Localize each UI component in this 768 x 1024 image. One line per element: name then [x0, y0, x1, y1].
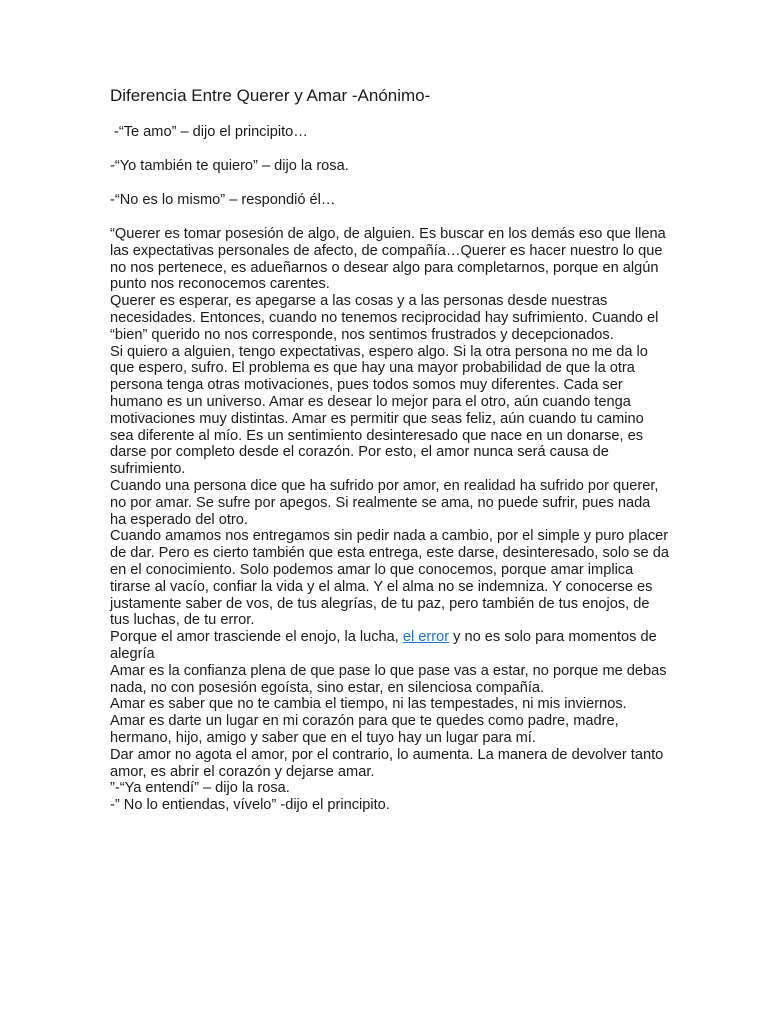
- closing-line-1: ”-“Ya entendí” – dijo la rosa.: [110, 780, 290, 797]
- el-error-link[interactable]: el error: [402, 629, 450, 646]
- closing-line-2: -” No lo entiendas, vívelo” -dijo el principito.: [110, 797, 390, 814]
- paragraph-9: Dar amor no agota el amor, por el contrario, lo aumenta. La manera de devolver tanto amor, es abrir el corazón y dejarse amar.: [110, 746, 664, 780]
- dialogue-line-1: -“Te amo” – dijo el principito…: [114, 124, 308, 140]
- document-page: [110, 85, 670, 814]
- link-text-after: y no es solo para momentos de alegría: [110, 629, 657, 662]
- paragraph-4: Cuando una persona dice que ha sufrido por amor, en realidad ha sufrido por querer, no por amar. Se sufre por apegos. Si realmente se ama, no puede sufrir, pues nada ha esperado del otro.: [110, 477, 659, 528]
- link-text-before: Porque el amor trasciende el enojo, la lucha,: [110, 629, 403, 646]
- paragraph-6: Amar es la confianza plena de que pase lo que pase vas a estar, no porque me debas nada, no con posesión egoísta, sino estar, en silenciosa compañía.: [110, 662, 667, 696]
- body-text: [110, 226, 670, 814]
- paragraph-2: Querer es esperar, es apegarse a las cosas y a las personas desde nuestras necesidades. Entonces, cuando no tenemos reciprocidad hay sufrimiento. Cuando el “bien” querido no nos corresponde, nos sentimos frustrados y decepcionados.: [110, 293, 659, 343]
- paragraph-5: Cuando amamos nos entregamos sin pedir nada a cambio, por el simple y puro placer de dar. Pero es cierto también que esta entrega, este darse, desinteresado, solo se da en el conocimiento. Solo podemos amar lo que conocemos, porque amar implica tirarse al vacío, confiar la vida y el alma. Y el alma no se indemniza. Y conocerse es justamente saber de vos, de tus alegrías, de tu paz, pero también de tus enojos, de tus luchas, de tu error.: [110, 528, 669, 629]
- paragraph-8: Amar es darte un lugar en mi corazón para que te quedes como padre, madre, hermano, hijo, amigo y saber que en el tuyo hay un lugar para mí.: [110, 713, 619, 746]
- paragraph-7: Amar es saber que no te cambia el tiempo, ni las tempestades, ni mis inviernos.: [110, 696, 627, 713]
- dialogue-line-3: -“No es lo mismo” – respondió él…: [110, 192, 336, 208]
- paragraph-1: “Querer es tomar posesión de algo, de alguien. Es buscar en los demás eso que llena las expectativas personales de afecto, de compañía…Querer es hacer nuestro lo que no nos pertenece, es adueñarnos o desear algo para completarnos, porque en algún punto nos reconocemos carentes.: [110, 226, 666, 293]
- document-title: Diferencia Entre Querer y Amar -Anónimo-: [110, 86, 431, 105]
- dialogue-line-2: -“Yo también te quiero” – dijo la rosa.: [110, 158, 349, 174]
- paragraph-3: Si quiero a alguien, tengo expectativas, espero algo. Si la otra persona no me da lo que espero, sufro. El problema es que hay una mayor probabilidad de que la otra persona tenga otras motivaciones, pues todos somos muy diferentes. Cada ser humano es un universo. Amar es desear lo mejor para el otro, aún cuando tenga motivaciones muy distintas. Amar es permitir que seas feliz, aún cuando tu camino sea diferente al mío. Es un sentimiento desinteresado que nace en un donarse, es darse por completo desde el corazón. Por esto, el amor nunca será causa de sufrimiento.: [110, 343, 648, 478]
- paragraph-link: [110, 629, 670, 663]
